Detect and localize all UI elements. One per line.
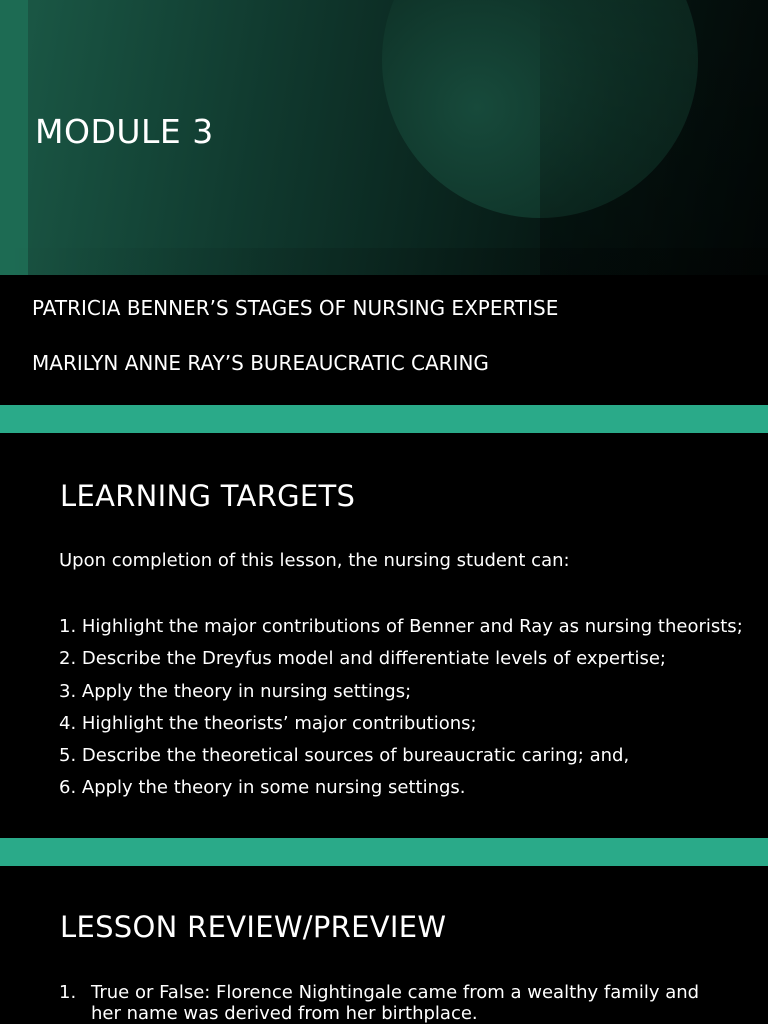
review-item-number: 1. [59, 982, 77, 1003]
list-item: 5. Describe the theoretical sources of bureaucratic caring; and, [59, 745, 630, 767]
module-title: MODULE 3 [35, 112, 214, 151]
learning-targets-list [59, 615, 743, 809]
list-item: 2. Describe the Dreyfus model and differentiate levels of expertise; [59, 648, 666, 670]
learning-targets-intro: Upon completion of this lesson, the nursing student can: [59, 550, 570, 571]
list-item: 6. Apply the theory in some nursing settings. [59, 777, 466, 799]
slide-divider [0, 405, 768, 433]
title-banner [0, 0, 768, 275]
lesson-review-list [59, 982, 719, 1024]
learning-targets-heading: LEARNING TARGETS [60, 479, 356, 513]
subtitle-benner: PATRICIA BENNER’S STAGES OF NURSING EXPERTISE [32, 296, 559, 320]
banner-bottom-band [0, 248, 768, 275]
subtitle-ray: MARILYN ANNE RAY’S BUREAUCRATIC CARING [32, 351, 489, 375]
list-item: 4. Highlight the theorists’ major contributions; [59, 712, 477, 734]
list-item: 3. Apply the theory in nursing settings; [59, 680, 412, 702]
slide-divider [0, 838, 768, 866]
lesson-review-heading: LESSON REVIEW/PREVIEW [60, 910, 447, 944]
banner-right-shade [540, 0, 768, 275]
module-subtitles [0, 275, 768, 405]
list-item [59, 982, 719, 1024]
review-item-text: True or False: Florence Nightingale came from a wealthy family and her name was derived from her birthplace. [91, 982, 700, 1024]
list-item: 1. Highlight the major contributions of Benner and Ray as nursing theorists; [59, 616, 743, 637]
banner-left-strip [0, 0, 28, 275]
